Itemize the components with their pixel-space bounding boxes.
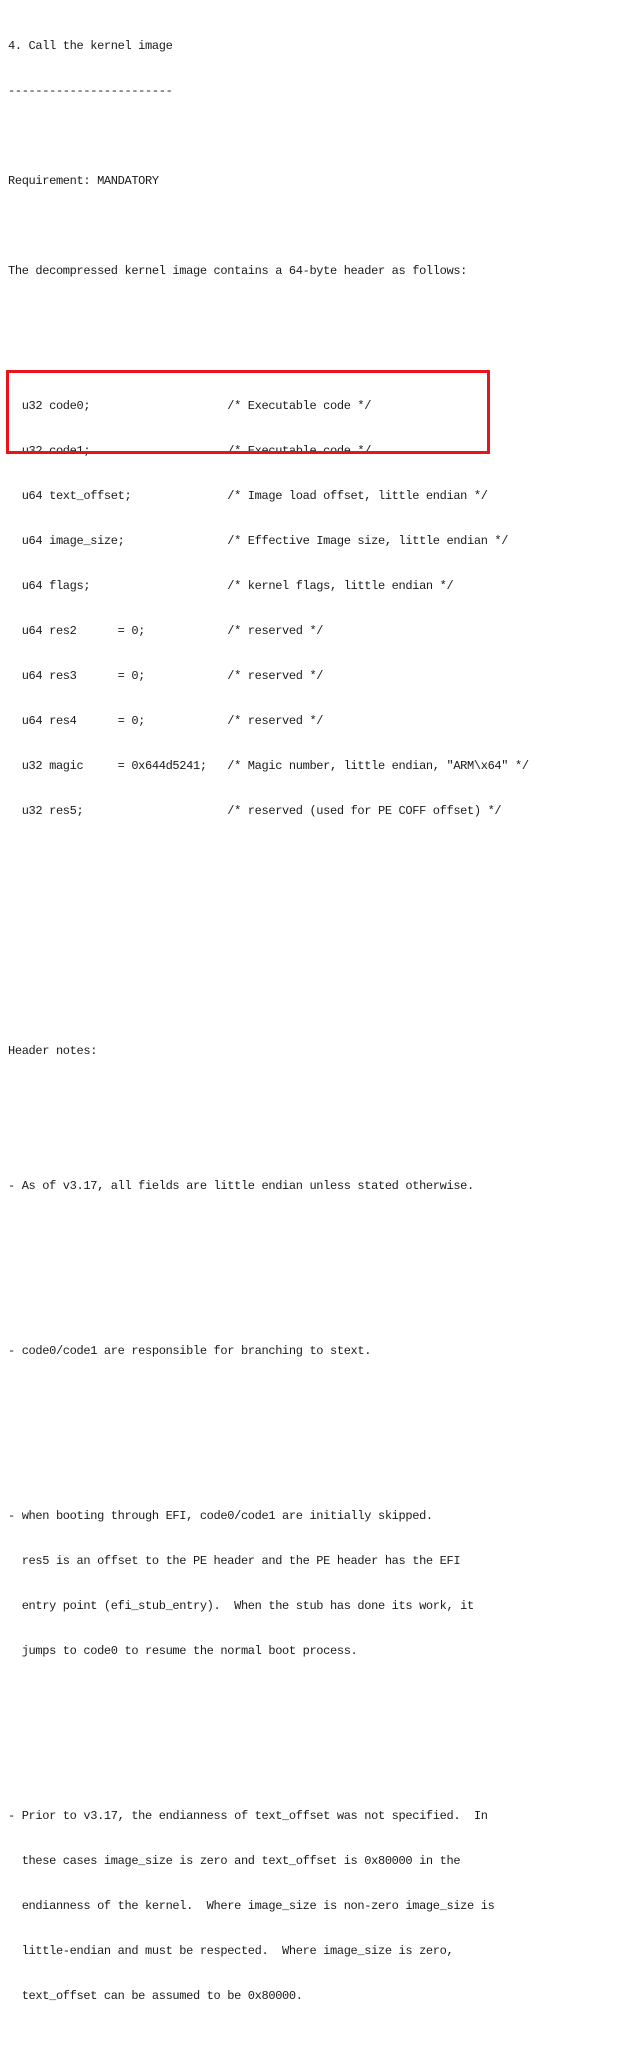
intro-line: The decompressed kernel image contains a 64-byte header as follows: [8, 264, 468, 278]
blank-line [8, 1254, 529, 1269]
section-title: 4. Call the kernel image [8, 39, 173, 53]
header-struct [8, 369, 529, 849]
blank-line [8, 984, 529, 999]
struct-field-text-offset: u64 text_offset; /* Image load offset, little endian */ [8, 489, 488, 503]
note-line: - code0/code1 are responsible for branching to stext. [8, 1344, 372, 1358]
struct-field-image-size: u64 image_size; /* Effective Image size, little endian */ [8, 534, 509, 548]
note-line: - when booting through EFI, code0/code1 are initially skipped. [8, 1509, 433, 1523]
note-line: endianness of the kernel. Where image_size is non-zero image_size is [8, 1899, 495, 1913]
struct-field-res5: u32 res5; /* reserved (used for PE COFF offset) */ [8, 804, 502, 818]
document-body [8, 9, 529, 2049]
blank-line [8, 309, 529, 324]
note-line: entry point (efi_stub_entry). When the stub has done its work, it [8, 1599, 474, 1613]
blank-line [8, 939, 529, 954]
note-line: - As of v3.17, all fields are little endian unless stated otherwise. [8, 1179, 474, 1193]
struct-field-res2: u64 res2 = 0; /* reserved */ [8, 624, 324, 638]
note-pre-v3-17 [8, 1779, 529, 2034]
note-line: these cases image_size is zero and text_offset is 0x80000 in the [8, 1854, 461, 1868]
note-line: text_offset can be assumed to be 0x80000. [8, 1989, 303, 2003]
section-underline: ------------------------ [8, 84, 173, 98]
struct-field-code1: u32 code1; /* Executable code */ [8, 444, 372, 458]
note-line: little-endian and must be respected. Where image_size is zero, [8, 1944, 454, 1958]
note-endianness [8, 1149, 529, 1224]
requirement-line: Requirement: MANDATORY [8, 174, 159, 188]
note-line: - Prior to v3.17, the endianness of text_offset was not specified. In [8, 1809, 488, 1823]
blank-line [8, 894, 529, 909]
blank-line [8, 1719, 529, 1734]
blank-line [8, 219, 529, 234]
note-line: jumps to code0 to resume the normal boot process. [8, 1644, 358, 1658]
note-branching [8, 1314, 529, 1389]
note-efi-boot [8, 1479, 529, 1689]
struct-field-res3: u64 res3 = 0; /* reserved */ [8, 669, 324, 683]
blank-line [8, 1089, 529, 1104]
struct-field-flags: u64 flags; /* kernel flags, little endian */ [8, 579, 454, 593]
struct-field-magic: u32 magic = 0x644d5241; /* Magic number, little endian, "ARM\x64" */ [8, 759, 529, 773]
notes-heading: Header notes: [8, 1044, 98, 1058]
struct-field-code0: u32 code0; /* Executable code */ [8, 399, 372, 413]
blank-line [8, 129, 529, 144]
note-line: res5 is an offset to the PE header and the PE header has the EFI [8, 1554, 461, 1568]
blank-line [8, 1419, 529, 1434]
struct-field-res4: u64 res4 = 0; /* reserved */ [8, 714, 324, 728]
